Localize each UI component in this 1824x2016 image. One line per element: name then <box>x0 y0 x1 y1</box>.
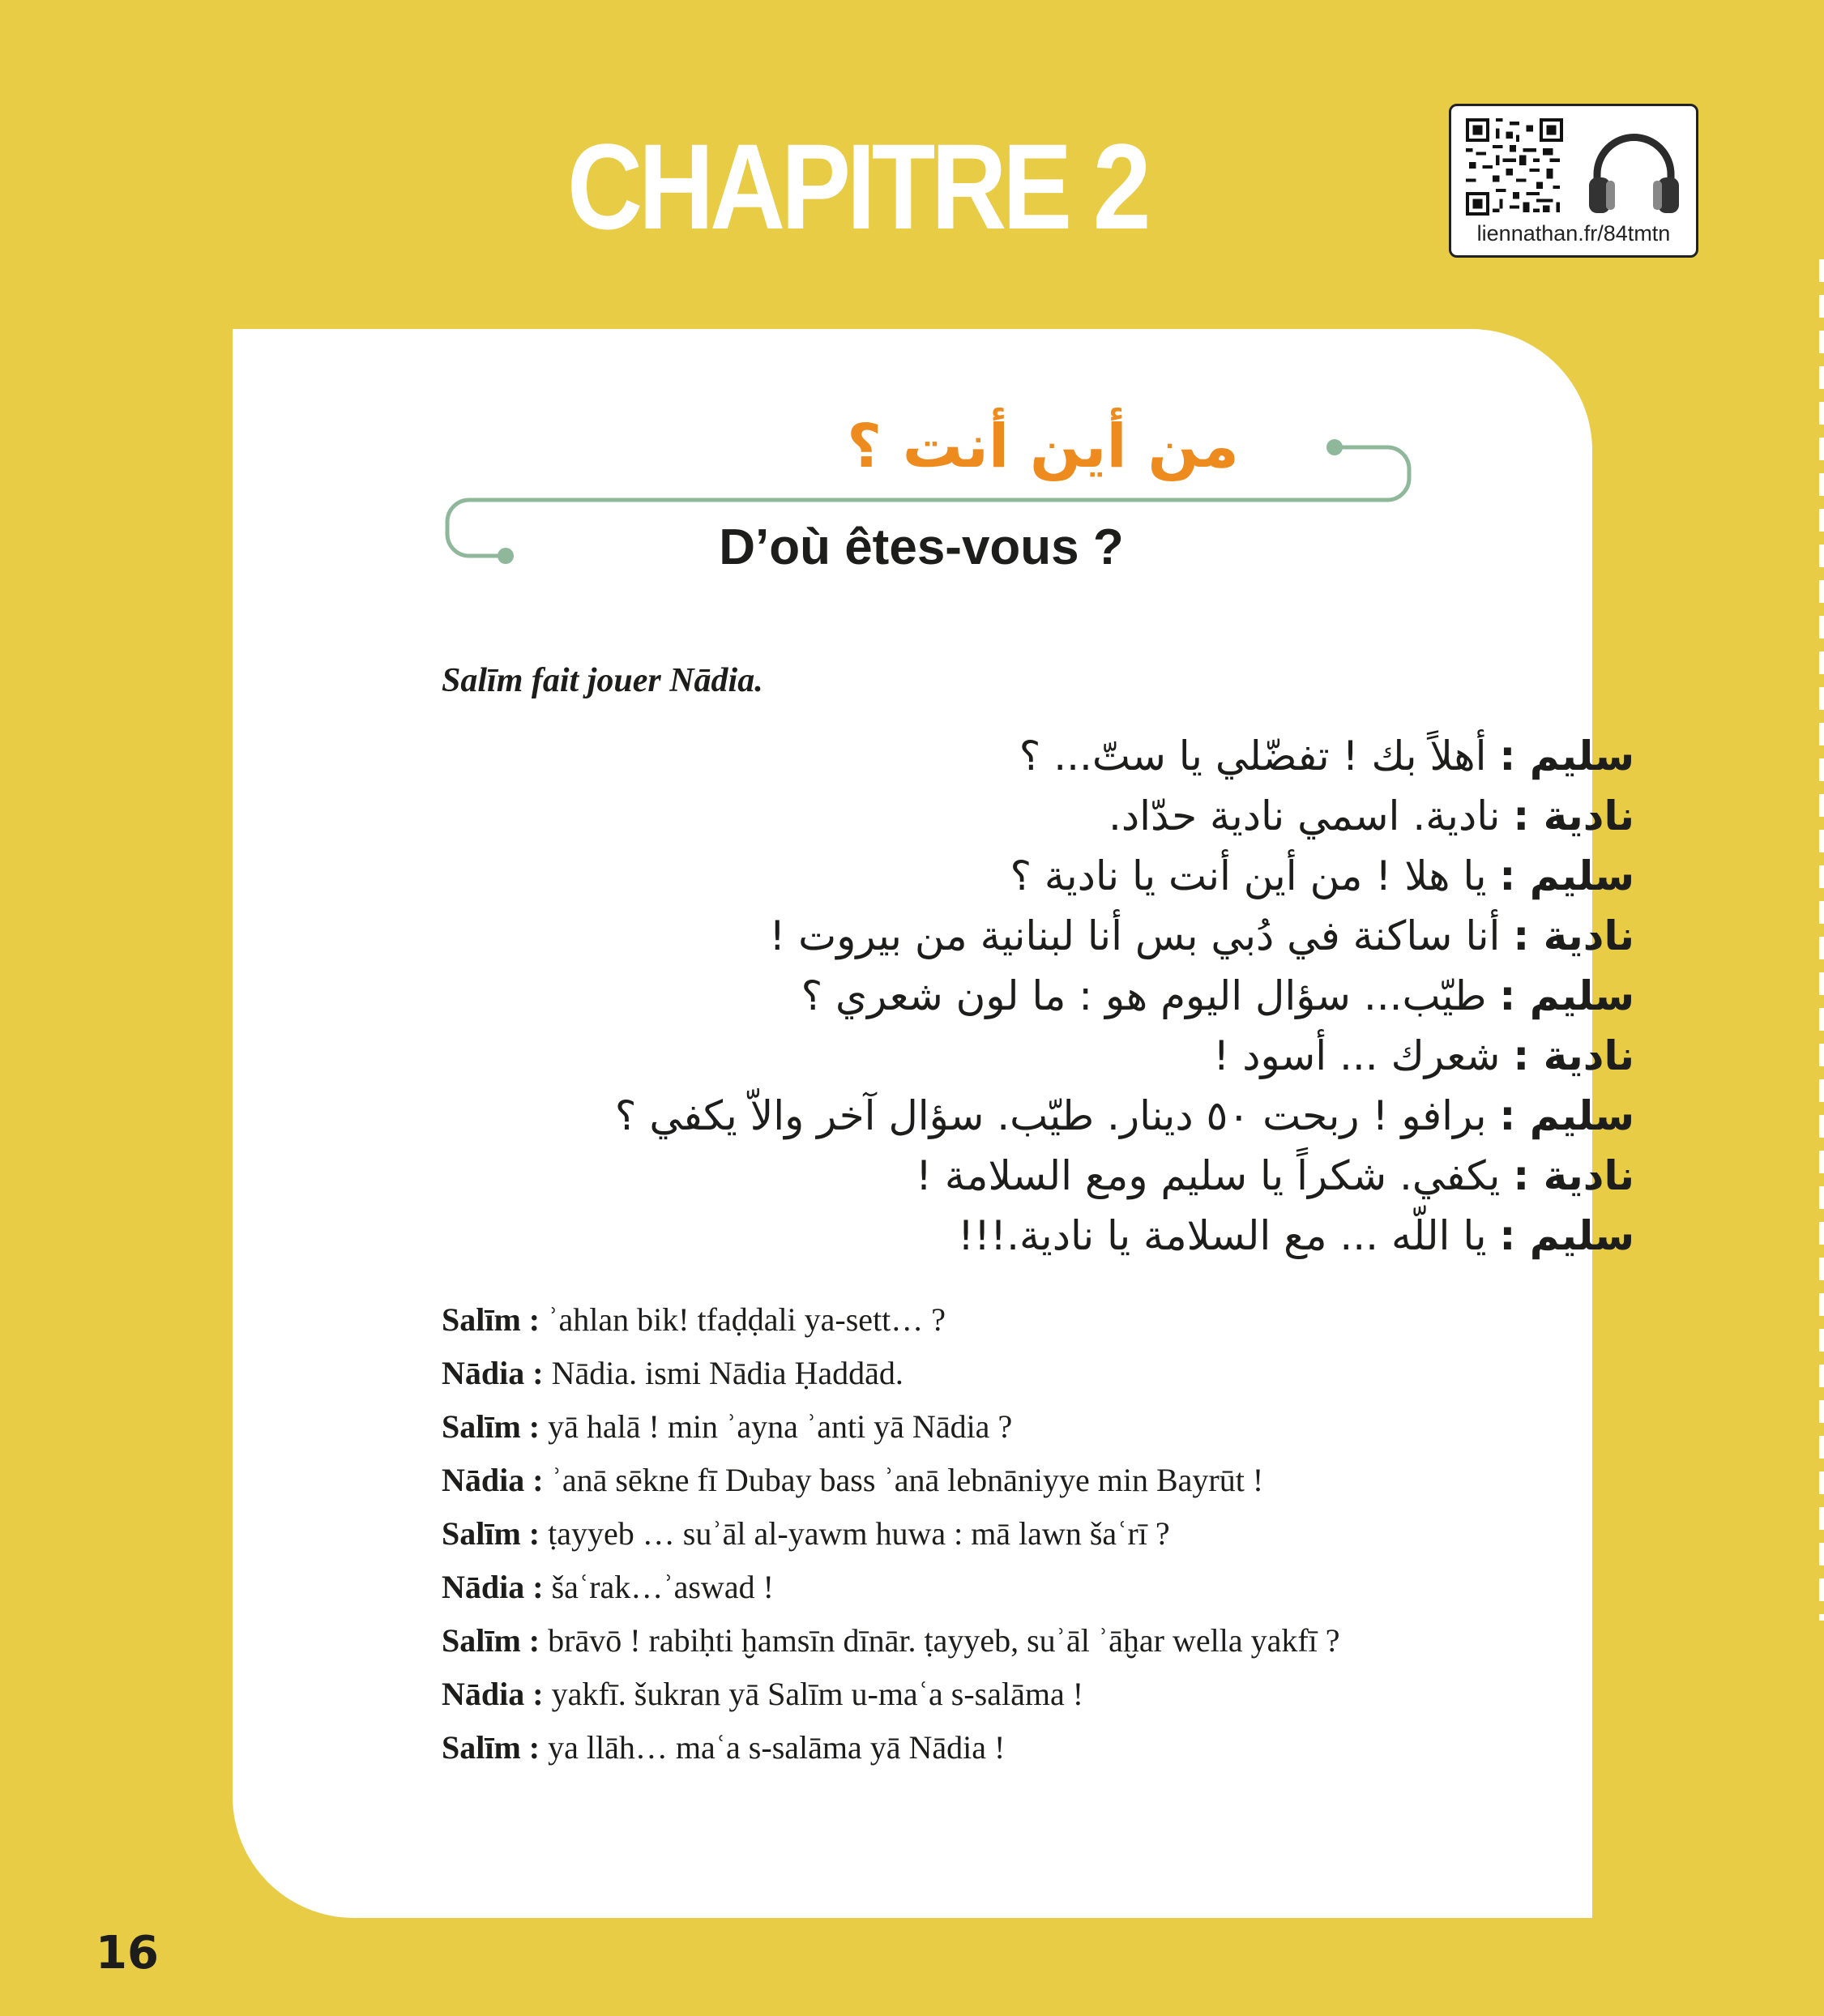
dialogue-line-transliteration <box>442 1400 1592 1454</box>
headphones-icon <box>1579 124 1689 217</box>
speaker-name: نادية : <box>1513 1032 1634 1079</box>
page-number: 16 <box>96 1927 159 1980</box>
speaker-name: سليم : <box>1499 1212 1634 1259</box>
lesson-title-french: D’où êtes-vous ? <box>719 519 1124 575</box>
dialogue-card <box>233 329 1634 1918</box>
dialogue-line-transliteration <box>442 1614 1592 1668</box>
speaker-name: Salīm : <box>442 1515 540 1552</box>
lesson-instruction: Salīm fait jouer Nādia. <box>442 662 763 699</box>
line-text: يا هلا ! من أين أنت يا نادية ؟ <box>1010 852 1500 899</box>
line-text: yā halā ! min ʾayna ʾanti yā Nādia ? <box>540 1408 1013 1445</box>
qr-code[interactable] <box>1466 118 1563 216</box>
speaker-name: Nādia : <box>442 1676 544 1712</box>
dialogue-line-arabic <box>411 1026 1634 1086</box>
audio-link-url[interactable]: liennathan.fr/84tmtn <box>1476 221 1671 246</box>
dialogue-line-arabic <box>411 966 1634 1026</box>
line-text: أنا ساكنة في دُبي بس أنا لبنانية من بيروت ! <box>769 912 1514 959</box>
speaker-name: سليم : <box>1499 852 1634 899</box>
speaker-name: سليم : <box>1499 972 1634 1019</box>
speaker-name: نادية : <box>1513 912 1634 959</box>
line-text: brāvō ! rabiḥti ḫamsīn dīnār. ṭayyeb, suʾāl ʾāḫar wella yakfī ? <box>540 1622 1340 1659</box>
speaker-name: نادية : <box>1513 792 1634 839</box>
dialogue-line-transliteration <box>442 1347 1592 1400</box>
dialogue-line-transliteration <box>442 1293 1592 1347</box>
speaker-name: Nādia : <box>442 1355 544 1391</box>
dialogue-line-transliteration <box>442 1561 1592 1614</box>
line-text: ʾanā sēkne fī Dubay bass ʾanā lebnāniyye min Bayrūt ! <box>543 1462 1264 1498</box>
speaker-name: نادية : <box>1513 1152 1634 1199</box>
dialogue-line-transliteration <box>442 1721 1592 1775</box>
arabic-dialogue <box>411 726 1634 1266</box>
line-text: يا اللّه ... مع السلامة يا نادية.!!! <box>957 1212 1500 1259</box>
line-text: برافو ! ربحت ٥٠ دينار. طيّب. سؤال آخر والاّ يكفي ؟ <box>614 1092 1500 1139</box>
speaker-name: Nādia : <box>442 1569 544 1605</box>
line-text: ṭayyeb … suʾāl al-yawm huwa : mā lawn šaʿrī ? <box>540 1515 1170 1552</box>
speaker-name: Salīm : <box>442 1408 540 1445</box>
speaker-name: Salīm : <box>442 1729 540 1766</box>
dialogue-line-arabic <box>411 1146 1634 1206</box>
line-text: Nādia. ismi Nādia Ḥaddād. <box>543 1355 903 1391</box>
dialogue-line-arabic <box>411 846 1634 906</box>
speaker-name: Nādia : <box>442 1462 544 1498</box>
line-text: أهلاً بك ! تفضّلي يا ستّ... ؟ <box>1019 733 1500 779</box>
line-text: طيّب... سؤال اليوم هو : ما لون شعري ؟ <box>801 972 1500 1019</box>
line-text: ʾahlan bik! tfaḍḍali ya-sett… ? <box>540 1301 946 1338</box>
line-text: نادية. اسمي نادية حدّاد. <box>1108 792 1514 839</box>
lesson-title-arabic: من أين أنت ؟ <box>847 412 1239 481</box>
dialogue-line-transliteration <box>442 1454 1592 1507</box>
dialogue-line-transliteration <box>442 1668 1592 1721</box>
dialogue-line-arabic <box>411 726 1634 786</box>
speaker-name: Salīm : <box>442 1301 540 1338</box>
speaker-name: سليم : <box>1499 733 1634 779</box>
chapter-title: CHAPITRE 2 <box>567 118 1147 254</box>
audio-link-box[interactable] <box>1449 104 1698 258</box>
speaker-name: سليم : <box>1499 1092 1634 1139</box>
line-text: ya llāh… maʿa s-salāma yā Nādia ! <box>540 1729 1006 1766</box>
dialogue-line-arabic <box>411 786 1634 846</box>
dialogue-line-transliteration <box>442 1507 1592 1561</box>
line-text: يكفي. شكراً يا سليم ومع السلامة ! <box>915 1152 1514 1199</box>
dialogue-line-arabic <box>411 1086 1634 1146</box>
line-text: šaʿrak…ʾaswad ! <box>543 1569 774 1605</box>
dialogue-line-arabic <box>411 1206 1634 1266</box>
line-text: yakfī. šukran yā Salīm u-maʿa s-salāma ! <box>543 1676 1084 1712</box>
speaker-name: Salīm : <box>442 1622 540 1659</box>
dialogue-line-arabic <box>411 906 1634 966</box>
page-edge-dashes <box>1819 259 1824 1621</box>
line-text: شعرك ... أسود ! <box>1213 1032 1514 1079</box>
transliteration-dialogue <box>442 1293 1592 1775</box>
